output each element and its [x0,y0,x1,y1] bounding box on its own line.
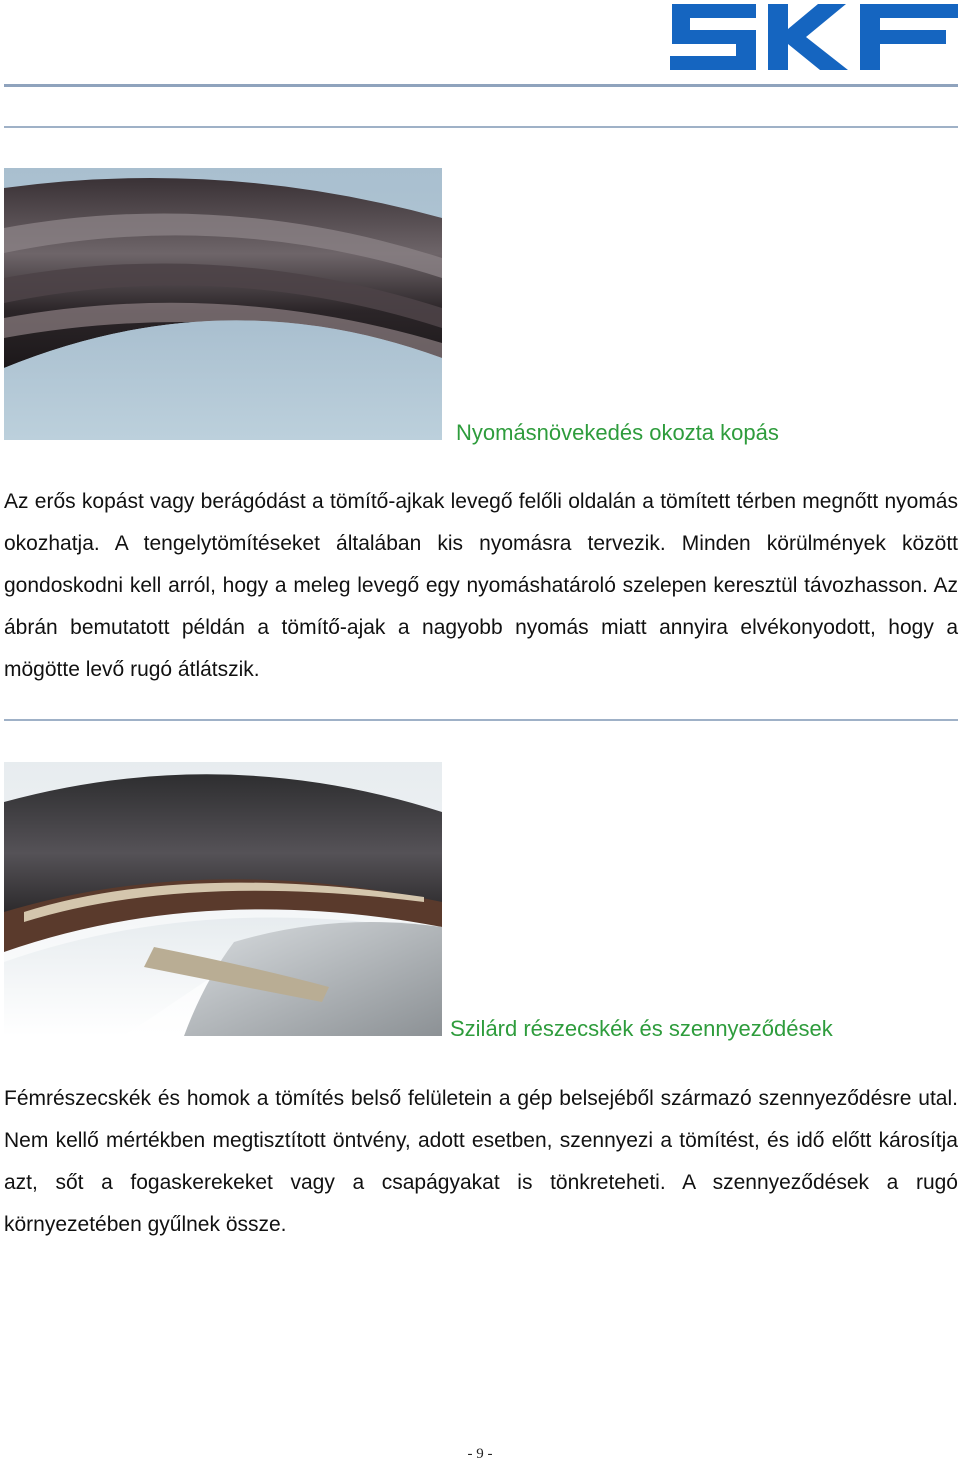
section-1-paragraph: Az erős kopást vagy berágódást a tömítő-ajkak levegő felőli oldalán a tömített térben megnőtt nyomás okozhatja. A tengelytömítéseket általában kis nyomásra tervezik. Minden körülmények között gondoskodni kell arról, hogy a meleg levegő egy nyomáshatároló szelepen keresztül távozhasson. Az ábrán bemutatott példán a tömítő-ajak a nagyobb nyomás miatt annyira elvékonyodott, hogy a mögötte levő rugó átlátszik. [4,490,958,681]
page-number: - 9 - [467,1446,493,1462]
section-2-paragraph: Fémrészecskék és homok a tömítés belső felületein a gép belsejéből származó szennyeződésre utal. Nem kellő mértékben megtisztított öntvény, adott esetben, szennyezi a tömítést, és idő előtt károsítja azt, sőt a fogaskerekeket vagy a csapágyakat is tönkreteheti. A szennyeződések a rugó környezetében gyűlnek össze. [4,1087,958,1236]
section-divider [4,719,958,721]
seal-contamination-photo [4,762,442,1036]
section-1-caption: Nyomásnövekedés okozta kopás [456,420,779,445]
section-2-caption: Szilárd részecskék és szennyeződések [450,1016,833,1041]
header-rule-1 [4,84,958,87]
seal-wear-photo [4,168,442,440]
header-rule-2 [4,126,958,128]
skf-logo [670,4,958,70]
